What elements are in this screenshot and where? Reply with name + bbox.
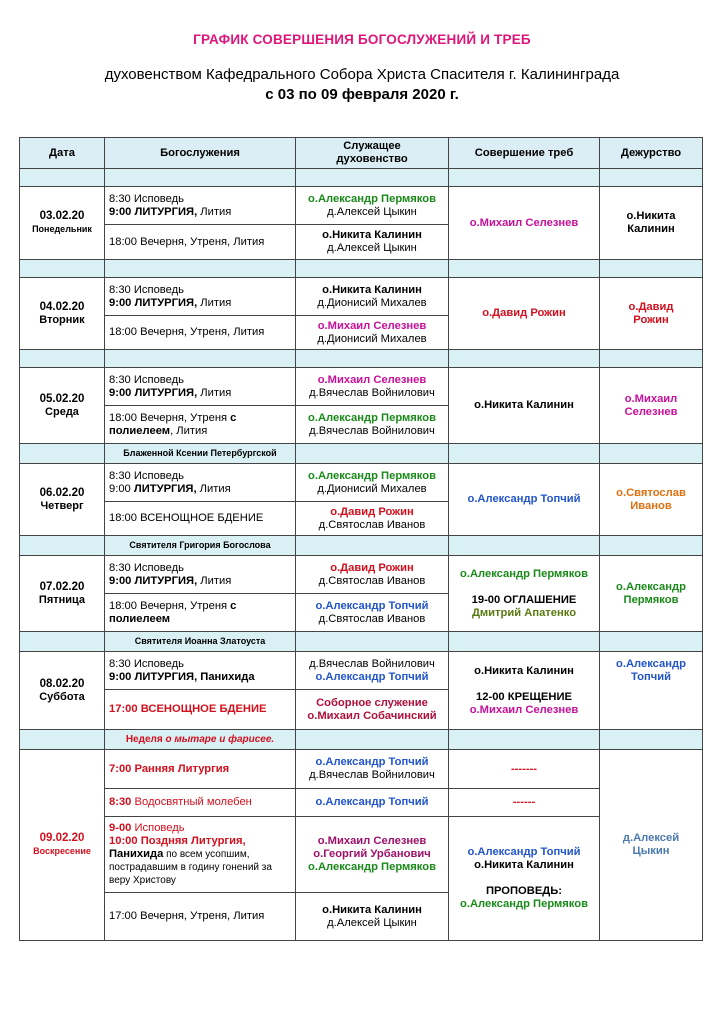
table-row [20, 278, 703, 316]
weekday: Среда [45, 405, 79, 418]
service-line: 9:00 ЛИТУРГИЯ, [109, 386, 198, 399]
table-row [20, 556, 703, 594]
table-row [20, 368, 703, 406]
feast-row [20, 536, 703, 556]
clergy-name: д.Вячеслав Войнилович [309, 769, 435, 781]
clergy-name: о.Александр Пермяков [308, 861, 436, 873]
col-header-services: Богослужения [105, 138, 296, 169]
service-line: полиелеем [109, 424, 171, 437]
rites-name: о.Михаил Селезнев [469, 703, 579, 716]
service-line: с [230, 599, 237, 612]
duty-cell [600, 464, 703, 536]
period: с 03 по 09 февраля 2020 г. [265, 86, 459, 103]
rites-cell [449, 652, 600, 730]
col-header-clergy [296, 138, 449, 169]
clergy-name: д.Дионисий Михалев [317, 482, 427, 495]
clergy-name: о.Александр Пермяков [308, 192, 436, 205]
feast-row [20, 730, 703, 750]
feast-row [20, 632, 703, 652]
clergy-name: о.Александр Топчий [315, 599, 429, 612]
col-header-date: Дата [20, 138, 105, 169]
service-cell [105, 464, 296, 502]
clergy-cell [296, 368, 449, 406]
service-cell: 18:00 Вечерня, Утреня, Лития [105, 225, 296, 260]
clergy-name: д.Алексей Цыкин [327, 242, 417, 254]
service-cell [105, 187, 296, 225]
feast-label: Святителя Иоанна Златоуста [105, 632, 296, 652]
clergy-name: д.Вячеслав Войнилович [309, 657, 435, 670]
duty-cell [600, 652, 703, 730]
duty-cell [600, 278, 703, 350]
date: 09.02.20 [39, 832, 85, 844]
clergy-cell [296, 278, 449, 316]
service-line: 9:00 ЛИТУРГИЯ, Панихида [109, 670, 255, 683]
clergy-name: о.Михаил Селезнев [317, 835, 427, 847]
duty-name: о.Святослав Иванов [616, 486, 686, 512]
table-row [20, 652, 703, 690]
date: 03.02.20 [39, 210, 85, 222]
clergy-cell [296, 316, 449, 350]
rites-cell: о.Никита Калинин [449, 368, 600, 444]
rites-event: 12-00 КРЕЩЕНИЕ [476, 690, 572, 703]
clergy-cell: о.Александр Топчий [296, 789, 449, 817]
duty-cell: о.Никита Калинин [600, 187, 703, 260]
clergy-name: о.Давид Рожин [330, 505, 414, 518]
rites-cell: о.Давид Рожин [449, 278, 600, 350]
clergy-name: о.Александр Пермяков [308, 469, 436, 482]
feast-label: Блаженной Ксении Петербургской [105, 444, 296, 464]
rites-cell: ------- [449, 750, 600, 789]
rites-cell [449, 817, 600, 941]
service-cell [105, 789, 296, 817]
service-line: 9:00 ЛИТУРГИЯ, [109, 296, 198, 309]
service-line: Исповедь [131, 822, 185, 834]
service-line: 8:30 Исповедь [109, 283, 184, 296]
clergy-cell [296, 594, 449, 632]
service-line: Лития [196, 482, 231, 495]
service-line: 18:00 Вечерня, Утреня [109, 599, 231, 612]
duty-name: о.Александр Топчий [616, 658, 686, 683]
rites-name: о.Александр Топчий [467, 846, 581, 858]
service-line: по всем усопшим, пострадавшим в годину гонений за веру Христову [109, 849, 272, 886]
service-line: полиелеем [109, 612, 171, 625]
weekday: Понедельник [32, 224, 92, 234]
service-cell: 18:00 Вечерня, Утреня, Лития [105, 316, 296, 350]
service-line: 9:00 [109, 482, 134, 495]
clergy-name: д.Вячеслав Войнилович [309, 386, 435, 399]
service-line: , Лития [170, 424, 208, 437]
clergy-name: о.Никита Калинин [322, 283, 422, 296]
clergy-cell [296, 817, 449, 893]
date: 08.02.20 [39, 677, 85, 690]
rites-name: о.Александр Пермяков [460, 898, 588, 910]
service-line: 8:30 Исповедь [109, 373, 184, 386]
clergy-name: о.Александр Топчий [315, 756, 429, 768]
rites-cell: о.Михаил Селезнев [449, 187, 600, 260]
feast-label-text: Неделя [125, 734, 166, 745]
service-line: 10:00 Поздняя Литургия, [109, 835, 246, 847]
clergy-cell [296, 406, 449, 444]
feast-label [105, 730, 296, 750]
service-line: 9:00 ЛИТУРГИЯ, [109, 574, 198, 587]
rites-cell: ------ [449, 789, 600, 817]
weekday: Четверг [40, 499, 84, 512]
table-header-row [20, 138, 703, 169]
rites-cell: о.Александр Топчий [449, 464, 600, 536]
service-cell: 17:00 Вечерня, Утреня, Лития [105, 893, 296, 941]
clergy-name: д.Святослав Иванов [318, 574, 426, 587]
service-line: 9-00 [109, 822, 132, 834]
clergy-cell [296, 464, 449, 502]
clergy-cell [296, 556, 449, 594]
clergy-name: д.Святослав Иванов [318, 518, 426, 531]
date: 05.02.20 [39, 392, 85, 405]
service-line: Водосвятный молебен [131, 796, 252, 808]
weekday: Суббота [39, 690, 85, 703]
rites-name: о.Никита Калинин [474, 859, 574, 871]
weekday: Вторник [39, 313, 85, 326]
clergy-cell [296, 893, 449, 941]
table-row [20, 187, 703, 225]
service-cell [105, 652, 296, 690]
clergy-cell [296, 750, 449, 789]
feast-label: Святителя Григория Богослова [105, 536, 296, 556]
table-row [20, 750, 703, 789]
duty-cell [600, 556, 703, 632]
rites-event: ПРОПОВЕДЬ: [485, 885, 563, 897]
service-line: ЛИТУРГИЯ, [133, 482, 197, 495]
clergy-name: д.Святослав Иванов [318, 612, 426, 625]
service-line: 8:30 [109, 796, 132, 808]
service-line: Лития [197, 205, 232, 218]
duty-name: о.Давид Рожин [628, 300, 674, 326]
separator-row [20, 169, 703, 187]
duty-name: д.Алексей Цыкин [622, 832, 680, 857]
clergy-name: о.Александр Пермяков [308, 411, 436, 424]
service-line: с [230, 411, 237, 424]
feast-label-text: о мытаре и фарисее. [165, 734, 275, 745]
rites-event: 19-00 ОГЛАШЕНИЕ [471, 593, 577, 606]
clergy-name: д.Вячеслав Войнилович [309, 424, 435, 437]
service-cell [105, 278, 296, 316]
clergy-cell [296, 502, 449, 536]
page-title: ГРАФИК СОВЕРШЕНИЯ БОГОСЛУЖЕНИЙ И ТРЕБ [193, 32, 531, 47]
service-cell: 18:00 ВСЕНОЩНОЕ БДЕНИЕ [105, 502, 296, 536]
date-cell [20, 464, 105, 536]
clergy-name: Соборное служение [316, 696, 428, 709]
clergy-name: о.Михаил Селезнев [317, 373, 427, 386]
duty-cell [600, 750, 703, 941]
service-cell [105, 817, 296, 893]
duty-name: о.Михаил Селезнев [624, 392, 678, 418]
clergy-name: д.Дионисий Михалев [317, 296, 427, 309]
clergy-name: о.Михаил Собачинский [307, 709, 437, 722]
clergy-name: д.Алексей Цыкин [327, 205, 417, 218]
col-header-duty: Дежурство [600, 138, 703, 169]
service-line: Лития [197, 386, 232, 399]
clergy-cell [296, 187, 449, 225]
service-cell [105, 368, 296, 406]
clergy-cell [296, 690, 449, 730]
service-line: 8:30 Исповедь [109, 561, 184, 574]
date-cell [20, 278, 105, 350]
separator-row [20, 260, 703, 278]
rites-cell [449, 556, 600, 632]
service-line: Лития [197, 296, 232, 309]
clergy-name: д.Алексей Цыкин [327, 916, 417, 929]
date-cell [20, 556, 105, 632]
date-cell [20, 652, 105, 730]
clergy-cell [296, 652, 449, 690]
weekday: Воскресение [33, 846, 91, 856]
feast-row [20, 444, 703, 464]
service-cell: 7:00 Ранняя Литургия [105, 750, 296, 789]
clergy-name: о.Давид Рожин [330, 561, 414, 574]
service-cell: 17:00 ВСЕНОЩНОЕ БДЕНИЕ [105, 690, 296, 730]
service-cell [105, 406, 296, 444]
date-cell [20, 187, 105, 260]
date-cell [20, 368, 105, 444]
clergy-name: о.Никита Калинин [322, 903, 422, 916]
service-cell [105, 556, 296, 594]
rites-name: о.Никита Калинин [474, 664, 574, 677]
schedule-table [19, 137, 703, 941]
page-subtitle: духовенством Кафедрального Собора Христа Спасителя г. Калининграда [104, 66, 620, 83]
service-line: 8:30 Исповедь [109, 192, 184, 205]
col-header-clergy-label: Служащее духовенство [336, 140, 408, 165]
service-line: 8:30 Исповедь [109, 657, 184, 670]
col-header-rites: Совершение треб [449, 138, 600, 169]
clergy-cell [296, 225, 449, 260]
duty-cell [600, 368, 703, 444]
service-line: 18:00 Вечерня, Утреня [109, 411, 231, 424]
weekday: Пятница [38, 593, 86, 606]
clergy-name: д.Дионисий Михалев [317, 332, 427, 345]
service-line: 8:30 Исповедь [109, 469, 184, 482]
service-line: Лития [197, 574, 232, 587]
date: 04.02.20 [39, 300, 85, 313]
date-cell [20, 750, 105, 941]
date: 06.02.20 [39, 486, 85, 499]
table-row [20, 464, 703, 502]
service-cell [105, 594, 296, 632]
rites-name: Дмитрий Апатенко [471, 606, 577, 619]
service-line: Панихида [109, 848, 164, 860]
clergy-name: о.Михаил Селезнев [317, 319, 427, 332]
clergy-name: о.Никита Калинин [322, 229, 422, 241]
separator-row [20, 350, 703, 368]
date: 07.02.20 [39, 580, 85, 593]
clergy-name: о.Георгий Урбанович [313, 848, 431, 860]
duty-name: о.Александр Пермяков [616, 580, 686, 606]
rites-name: о.Александр Пермяков [460, 567, 588, 580]
service-line: 9:00 ЛИТУРГИЯ, [109, 205, 198, 218]
clergy-name: о.Александр Топчий [315, 670, 429, 683]
